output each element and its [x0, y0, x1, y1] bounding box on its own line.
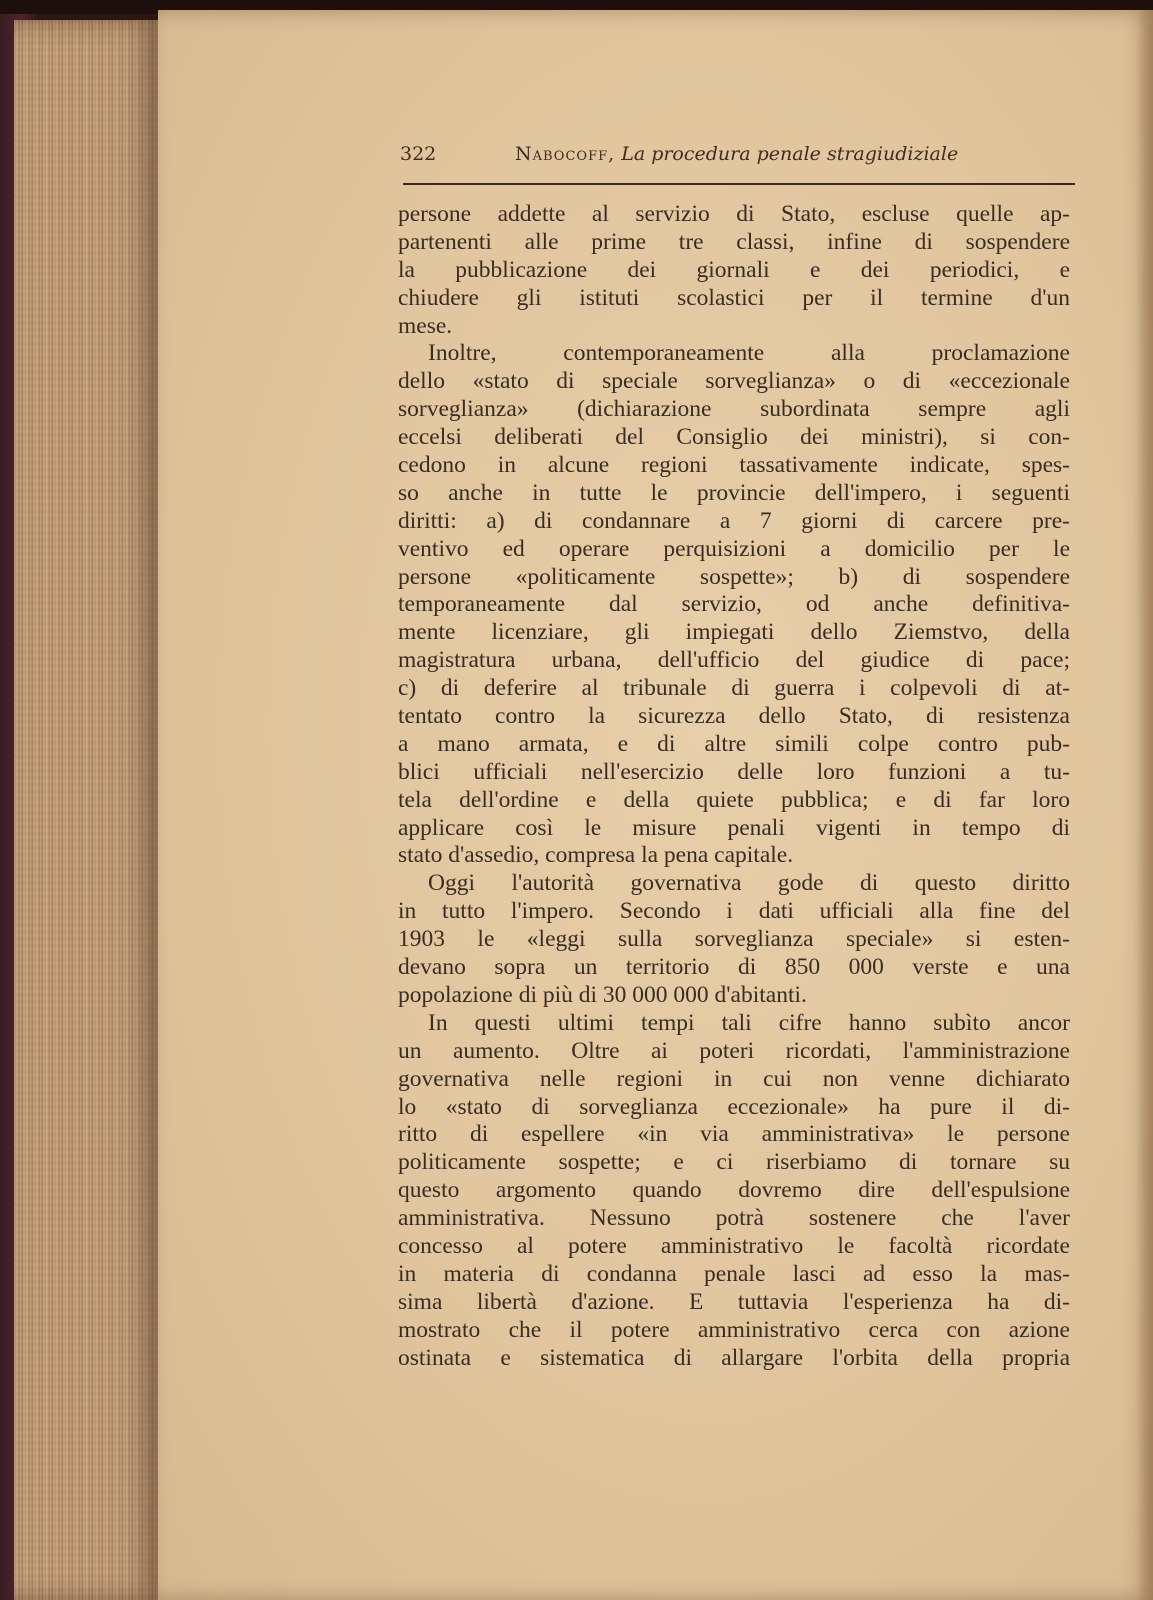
page-right-edge: [1137, 10, 1153, 1600]
text-line: politicamente sospette; e ci riserbiamo di tornare su: [398, 1149, 1070, 1176]
text-line: amministrativa. Nessuno potrà sostenere che l'aver: [398, 1205, 1070, 1232]
text-line: partenenti alle prime tre classi, infine di sospendere: [398, 228, 1070, 255]
page-stack-edges: [14, 20, 164, 1600]
text-line: diritti: a) di condannare a 7 giorni di carcere pre-: [398, 507, 1070, 534]
text-line: popolazione di più di 30 000 000 d'abitanti.: [398, 981, 807, 1008]
text-line: mostrato che il potere amministrativo cerca con azione: [398, 1316, 1070, 1343]
work-title: La procedura penale stragiudiziale: [621, 143, 959, 165]
text-line: questo argomento quando dovremo dire dell'espulsione: [398, 1177, 1070, 1204]
text-line: in tutto l'impero. Secondo i dati ufficiali alla fine del: [398, 898, 1070, 925]
text-line: in materia di condanna penale lasci ad esso la mas-: [398, 1260, 1070, 1287]
text-line: tentato contro la sicurezza dello Stato, di resistenza: [398, 703, 1070, 730]
text-line: ostinata e sistematica di allargare l'orbita della propria: [398, 1344, 1070, 1371]
text-line: concesso al potere amministrativo le facoltà ricordate: [398, 1232, 1070, 1259]
text-line: applicare così le misure penali vigenti in tempo di: [398, 814, 1070, 841]
text-line: Inoltre, contemporaneamente alla proclamazione: [428, 340, 1070, 367]
text-line: mese.: [398, 312, 453, 339]
text-line: 1903 le «leggi sulla sorveglianza speciale» si esten-: [398, 926, 1070, 953]
text-line: governativa nelle regioni in cui non venne dichiarato: [398, 1065, 1070, 1092]
text-line: la pubblicazione dei giornali e dei periodici, e: [398, 256, 1070, 283]
text-line: persone «politicamente sospette»; b) di sospendere: [398, 563, 1070, 590]
text-line: un aumento. Oltre ai poteri ricordati, l'amministrazione: [398, 1037, 1070, 1064]
text-line: so anche in tutte le provincie dell'impero, i seguenti: [398, 479, 1070, 506]
text-line: blici ufficiali nell'esercizio delle loro funzioni a tu-: [398, 758, 1070, 785]
text-line: Oggi l'autorità governativa gode di questo diritto: [428, 870, 1070, 897]
text-line: eccelsi deliberati del Consiglio dei ministri), si con-: [398, 424, 1070, 451]
page-number: 322: [400, 143, 437, 165]
text-line: sorveglianza» (dichiarazione subordinata sempre agli: [398, 396, 1070, 423]
text-line: stato d'assedio, compresa la pena capitale.: [398, 842, 794, 869]
text-line: chiudere gli istituti scolastici per il termine d'un: [398, 284, 1070, 311]
author-name: Nabocoff,: [515, 143, 616, 165]
text-line: persone addette al servizio di Stato, escluse quelle ap-: [398, 201, 1070, 227]
body-text: [398, 201, 1070, 1372]
header-rule: [403, 183, 1075, 185]
text-line: In questi ultimi tempi tali cifre hanno subìto ancor: [428, 1009, 1070, 1036]
text-line: sima libertà d'azione. E tuttavia l'esperienza ha di-: [398, 1288, 1070, 1315]
text-line: c) di deferire al tribunale di guerra i colpevoli di at-: [398, 675, 1070, 702]
text-line: devano sopra un territorio di 850 000 verste e una: [398, 954, 1070, 981]
text-line: dello «stato di speciale sorveglianza» o di «eccezionale: [398, 368, 1070, 395]
text-line: mente licenziare, gli impiegati dello Ziemstvo, della: [398, 619, 1070, 646]
text-line: ritto di espellere «in via amministrativa» le persone: [398, 1121, 1070, 1148]
text-line: tela dell'ordine e della quiete pubblica; e di far loro: [398, 786, 1070, 813]
text-line: ventivo ed operare perquisizioni a domicilio per le: [398, 535, 1070, 562]
text-line: cedono in alcune regioni tassativamente indicate, spes-: [398, 452, 1070, 479]
text-line: magistratura urbana, dell'ufficio del giudice di pace;: [398, 647, 1070, 674]
text-line: a mano armata, e di altre simili colpe contro pub-: [398, 730, 1070, 757]
text-line: lo «stato di sorveglianza eccezionale» ha pure il di-: [398, 1093, 1070, 1120]
text-line: temporaneamente dal servizio, od anche definitiva-: [398, 591, 1070, 618]
running-title: [515, 143, 958, 165]
